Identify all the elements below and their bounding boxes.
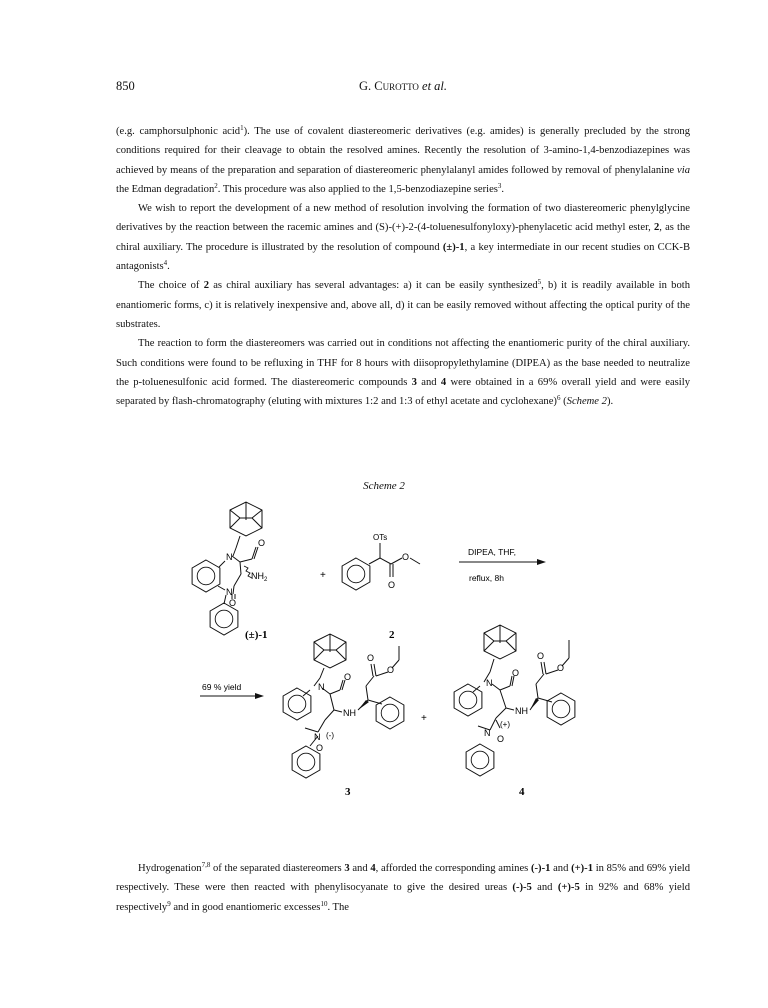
n-atom-label: N xyxy=(486,678,493,688)
running-author: G. Curotto et al. xyxy=(358,79,448,93)
ots-label: OTs xyxy=(373,533,388,542)
o-atom-label: O xyxy=(497,734,505,744)
page-number: 850 xyxy=(116,79,135,93)
plus-sign: + xyxy=(421,713,427,724)
n-atom-label: N xyxy=(318,682,325,692)
nh-label: NH xyxy=(515,706,528,716)
o-atom-label: O xyxy=(402,552,410,562)
stereo-tag-minus: (-) xyxy=(326,731,334,740)
paragraph-1: (e.g. camphorsulphonic acid$^1$). The use of covalent diastereomeric derivatives (e.g. amides) is generally precluded by the strong conditions required for their cleavage to obtain the resolved amines. Recently the resolution of 3-amino-1,4-benzodiazepines was achieved by means of the preparation and separation of diastereomeric phenylalanyl amides followed by removal of phenylalanine via the Edman degradation$^2$. This procedure was also applied to the 1,5-benzodiazepine series$^3$. xyxy=(116,124,690,195)
yield-arrow xyxy=(200,693,264,699)
paragraph-4: The reaction to form the diastereomers was carried out in conditions not affecting the enantiomeric purity of the chiral auxiliary. Such conditions were found to be refluxing in THF for 8 hours with diisopropylethylamine (DIPEA) as the base needed to neutralize the p-toluenesulfonic acid formed. The diastereomeric compounds 3 and 4 were obtained in a 69% overall yield and were easily separated by flash-chromatography (eluting with mixtures 1:2 and 1:3 of ethyl acetate and cyclohexane)$^6$ (Scheme 2). xyxy=(116,338,690,408)
nh2-label: $NH_2$ xyxy=(251,571,268,583)
compound-label-1: (±)-1 xyxy=(245,629,268,641)
o-atom-label: O xyxy=(258,538,266,548)
conditions-top: DIPEA, THF, xyxy=(468,547,517,557)
running-header xyxy=(116,79,690,95)
paragraph-2: We wish to report the development of a new method of resolution involving the formation of two diastereomeric phenylglycine derivatives by the reaction between the racemic amines and (S)-(+)-2-(4-toluenesulfonyloxy)-phenylacetic acid methyl ester, 2, as the chiral auxiliary. The procedure is illustrated by the resolution of compound (±)-1, a key intermediate in our recent studies on CCK-B antagonists$^4$. xyxy=(116,203,691,273)
body-text-bottom xyxy=(116,859,690,917)
o-atom-label: O xyxy=(229,598,237,608)
stereo-tag-plus: (+) xyxy=(500,720,510,729)
reaction-scheme xyxy=(0,495,768,825)
n-atom-label: N xyxy=(226,552,233,562)
o-atom-label: O xyxy=(367,653,375,663)
o-atom-label: O xyxy=(388,580,396,590)
paragraph-3: The choice of 2 as chiral auxiliary has several advantages: a) it can be easily synthesized$^5$, b) it is readily available in both enantiomeric forms, c) it is relatively inexpensive and, above all, d) it can be easily removed without affecting the optical purity of the substrates. xyxy=(116,278,690,330)
conditions-bottom: reflux, 8h xyxy=(469,573,504,583)
o-atom-label: O xyxy=(387,665,395,675)
compound-label-4: 4 xyxy=(519,786,525,798)
n-atom-label: N xyxy=(484,728,491,738)
wedge-bond xyxy=(530,698,539,710)
n-atom-label: N xyxy=(314,732,321,742)
compound-1-structure xyxy=(218,502,262,604)
n-atom-label: N xyxy=(226,587,233,597)
o-atom-label: O xyxy=(557,663,565,673)
scheme-title: Scheme 2 xyxy=(363,480,405,492)
o-atom-label: O xyxy=(512,668,520,678)
nh-label: NH xyxy=(343,708,356,718)
o-atom-label: O xyxy=(344,672,352,682)
yield-label: 69 % yield xyxy=(202,682,242,692)
o-atom-label: O xyxy=(316,743,324,753)
reaction-arrow xyxy=(459,559,546,565)
plus-sign: + xyxy=(320,570,326,581)
compound-2-structure xyxy=(369,543,420,577)
compound-label-2: 2 xyxy=(389,629,395,641)
paragraph-5: Hydrogenation$^{7,8}$ of the separated diastereomers 3 and 4, afforded the corresponding amines (-)-1 and (+)-1 in 85% and 69% yield respectively. These were then reacted with phenylisocyanate to give the desired ureas (-)-5 and (+)-5 in 92% and 68% yield respectively$^9$ and in good enantiomeric excesses$^{10}$. The xyxy=(116,861,691,913)
o-atom-label: O xyxy=(537,651,545,661)
wedge-bond xyxy=(358,700,369,710)
compound-label-3: 3 xyxy=(345,786,351,798)
body-text-top xyxy=(116,122,690,411)
